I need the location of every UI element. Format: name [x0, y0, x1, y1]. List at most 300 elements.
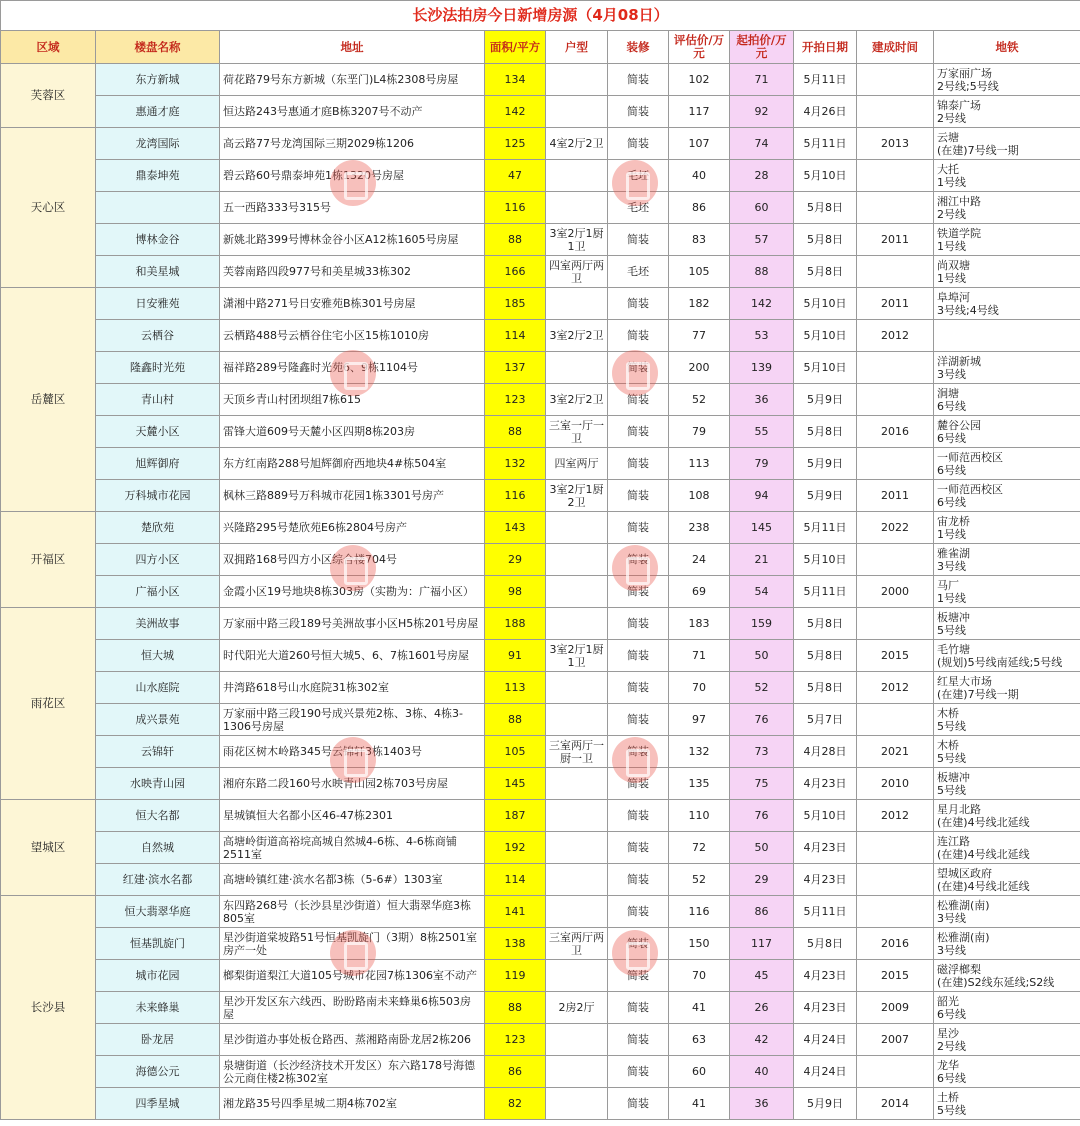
- decoration-cell: 简装: [608, 352, 669, 384]
- start-price-cell: 21: [730, 544, 794, 576]
- build-year-cell: 2015: [857, 960, 934, 992]
- property-name-cell: 美洲故事: [96, 608, 220, 640]
- area-cell: 98: [485, 576, 546, 608]
- layout-cell: [546, 960, 608, 992]
- start-date-cell: 5月10日: [794, 800, 857, 832]
- decoration-cell: 简装: [608, 864, 669, 896]
- header-decoration: 装修: [608, 31, 669, 64]
- address-cell: 星沙开发区东六线西、盼盼路南未来蜂巢6栋503房屋: [220, 992, 485, 1024]
- metro-line: 6号线: [937, 1071, 966, 1085]
- property-name-cell: 旭辉御府: [96, 448, 220, 480]
- metro-cell: [934, 64, 1080, 96]
- property-name-cell: 自然城: [96, 832, 220, 864]
- address-cell: 天顶乡青山村团坝组7栋615: [220, 384, 485, 416]
- metro-line: 6号线: [937, 1007, 966, 1021]
- start-price-cell: 52: [730, 672, 794, 704]
- metro-cell: [934, 640, 1080, 672]
- header-layout: 户型: [546, 31, 608, 64]
- table-row: [1, 672, 1080, 704]
- table-row: [1, 640, 1080, 672]
- eval-price-cell: 72: [669, 832, 730, 864]
- eval-price-cell: 41: [669, 1088, 730, 1120]
- start-price-cell: 94: [730, 480, 794, 512]
- decoration-cell: 简装: [608, 224, 669, 256]
- address-cell: 星沙街道办事处板仓路西、蒸湘路南卧龙居2栋206: [220, 1024, 485, 1056]
- address-cell: 万家丽中路三段189号美洲故事小区H5栋201号房屋: [220, 608, 485, 640]
- area-cell: 123: [485, 1024, 546, 1056]
- area-cell: 114: [485, 320, 546, 352]
- start-price-cell: 29: [730, 864, 794, 896]
- area-cell: 116: [485, 192, 546, 224]
- start-price-cell: 36: [730, 384, 794, 416]
- address-cell: 星城镇恒大名都小区46-47栋2301: [220, 800, 485, 832]
- area-cell: 134: [485, 64, 546, 96]
- property-name-cell: 红建·滨水名都: [96, 864, 220, 896]
- layout-cell: [546, 544, 608, 576]
- area-cell: 125: [485, 128, 546, 160]
- build-year-cell: 2015: [857, 640, 934, 672]
- metro-station: 阜埠河: [937, 290, 970, 304]
- property-name-cell: 东方新城: [96, 64, 220, 96]
- build-year-cell: [857, 192, 934, 224]
- metro-cell: [934, 384, 1080, 416]
- decoration-cell: 简装: [608, 64, 669, 96]
- decoration-cell: 简装: [608, 96, 669, 128]
- eval-price-cell: 71: [669, 640, 730, 672]
- area-cell: 86: [485, 1056, 546, 1088]
- area-cell: 82: [485, 1088, 546, 1120]
- build-year-cell: [857, 544, 934, 576]
- build-year-cell: 2022: [857, 512, 934, 544]
- build-year-cell: 2014: [857, 1088, 934, 1120]
- build-year-cell: [857, 160, 934, 192]
- eval-price-cell: 97: [669, 704, 730, 736]
- sheet-title: 长沙法拍房今日新增房源（4月08日）: [1, 1, 1080, 31]
- start-date-cell: 5月9日: [794, 448, 857, 480]
- metro-line: 6号线: [937, 431, 966, 445]
- region-cell: 长沙县: [1, 896, 96, 1120]
- property-name-cell: 楚欣苑: [96, 512, 220, 544]
- eval-price-cell: 79: [669, 416, 730, 448]
- decoration-cell: 简装: [608, 832, 669, 864]
- metro-line: 6号线: [937, 495, 966, 509]
- area-cell: 88: [485, 416, 546, 448]
- layout-cell: [546, 864, 608, 896]
- eval-price-cell: 77: [669, 320, 730, 352]
- start-date-cell: 5月9日: [794, 384, 857, 416]
- area-cell: 119: [485, 960, 546, 992]
- metro-cell: [934, 736, 1080, 768]
- metro-cell: [934, 480, 1080, 512]
- eval-price-cell: 182: [669, 288, 730, 320]
- start-date-cell: 5月8日: [794, 256, 857, 288]
- property-name-cell: 成兴景苑: [96, 704, 220, 736]
- build-year-cell: 2012: [857, 800, 934, 832]
- metro-cell: [934, 512, 1080, 544]
- layout-cell: 三室两厅一厨一卫: [546, 736, 608, 768]
- start-date-cell: 5月8日: [794, 928, 857, 960]
- layout-cell: 3室2厅1厨1卫: [546, 640, 608, 672]
- table-row: [1, 160, 1080, 192]
- property-name-cell: 恒大城: [96, 640, 220, 672]
- metro-cell: [934, 800, 1080, 832]
- property-name-cell: [96, 192, 220, 224]
- property-name-cell: 卧龙居: [96, 1024, 220, 1056]
- header-start-date: 开拍日期: [794, 31, 857, 64]
- layout-cell: [546, 672, 608, 704]
- metro-cell: [934, 992, 1080, 1024]
- area-cell: 88: [485, 224, 546, 256]
- address-cell: 时代阳光大道260号恒大城5、6、7栋1601号房屋: [220, 640, 485, 672]
- address-cell: 泉塘街道（长沙经济技术开发区）东六路178号海德公元商住楼2栋302室: [220, 1056, 485, 1088]
- metro-station: 湘江中路: [937, 194, 981, 208]
- start-date-cell: 5月10日: [794, 320, 857, 352]
- metro-cell: [934, 416, 1080, 448]
- start-price-cell: 60: [730, 192, 794, 224]
- metro-station: 板塘冲: [937, 610, 970, 624]
- eval-price-cell: 52: [669, 384, 730, 416]
- start-price-cell: 71: [730, 64, 794, 96]
- start-price-cell: 117: [730, 928, 794, 960]
- metro-line: (在建)S2线东延线;S2线: [937, 975, 1055, 989]
- metro-cell: [934, 832, 1080, 864]
- table-body: [1, 64, 1080, 1120]
- eval-price-cell: 41: [669, 992, 730, 1024]
- metro-line: (在建)4号线北延线: [937, 815, 1030, 829]
- layout-cell: 4室2厅2卫: [546, 128, 608, 160]
- address-cell: 双拥路168号四方小区综合楼704号: [220, 544, 485, 576]
- decoration-cell: 简装: [608, 704, 669, 736]
- decoration-cell: 简装: [608, 384, 669, 416]
- decoration-cell: 简装: [608, 672, 669, 704]
- metro-cell: [934, 672, 1080, 704]
- start-price-cell: 36: [730, 1088, 794, 1120]
- area-cell: 47: [485, 160, 546, 192]
- eval-price-cell: 150: [669, 928, 730, 960]
- metro-cell: [934, 928, 1080, 960]
- start-price-cell: 26: [730, 992, 794, 1024]
- decoration-cell: 简装: [608, 544, 669, 576]
- layout-cell: [546, 1088, 608, 1120]
- metro-cell: [934, 320, 1080, 352]
- start-date-cell: 5月9日: [794, 480, 857, 512]
- table-row: [1, 128, 1080, 160]
- layout-cell: 三室两厅两卫: [546, 928, 608, 960]
- metro-station: 麓谷公园: [937, 418, 981, 432]
- metro-line: 6号线: [937, 399, 966, 413]
- start-price-cell: 55: [730, 416, 794, 448]
- table-row: [1, 608, 1080, 640]
- start-date-cell: 4月23日: [794, 768, 857, 800]
- metro-cell: [934, 544, 1080, 576]
- table-row: [1, 480, 1080, 512]
- table-row: [1, 320, 1080, 352]
- build-year-cell: 2021: [857, 736, 934, 768]
- metro-station: 连江路: [937, 834, 970, 848]
- build-year-cell: [857, 384, 934, 416]
- start-date-cell: 5月10日: [794, 544, 857, 576]
- eval-price-cell: 108: [669, 480, 730, 512]
- metro-cell: [934, 864, 1080, 896]
- metro-line: 3号线: [937, 559, 966, 573]
- start-date-cell: 5月8日: [794, 224, 857, 256]
- build-year-cell: [857, 896, 934, 928]
- eval-price-cell: 52: [669, 864, 730, 896]
- address-cell: 新姚北路399号博林金谷小区A12栋1605号房屋: [220, 224, 485, 256]
- metro-station: 雅雀湖: [937, 546, 970, 560]
- property-name-cell: 恒基凯旋门: [96, 928, 220, 960]
- layout-cell: 四室两厅: [546, 448, 608, 480]
- metro-station: 大托: [937, 162, 959, 176]
- decoration-cell: 简装: [608, 512, 669, 544]
- region-cell: 芙蓉区: [1, 64, 96, 128]
- header-eval-price: 评估价/万元: [669, 31, 730, 64]
- start-date-cell: 4月28日: [794, 736, 857, 768]
- property-name-cell: 四方小区: [96, 544, 220, 576]
- decoration-cell: 简装: [608, 992, 669, 1024]
- address-cell: 荷花路79号东方新城（东垩门)L4栋2308号房屋: [220, 64, 485, 96]
- decoration-cell: 简装: [608, 1088, 669, 1120]
- region-cell: 望城区: [1, 800, 96, 896]
- eval-price-cell: 70: [669, 960, 730, 992]
- start-date-cell: 4月24日: [794, 1056, 857, 1088]
- header-start-price: 起拍价/万元: [730, 31, 794, 64]
- table-row: [1, 768, 1080, 800]
- area-cell: 88: [485, 704, 546, 736]
- area-cell: 137: [485, 352, 546, 384]
- build-year-cell: 2011: [857, 224, 934, 256]
- build-year-cell: [857, 864, 934, 896]
- area-cell: 188: [485, 608, 546, 640]
- eval-price-cell: 63: [669, 1024, 730, 1056]
- metro-line: 1号线: [937, 591, 966, 605]
- address-cell: 高塘岭街道高裕垸高城自然城4-6栋、4-6栋商铺2511室: [220, 832, 485, 864]
- eval-price-cell: 60: [669, 1056, 730, 1088]
- property-name-cell: 博林金谷: [96, 224, 220, 256]
- metro-station: 木桥: [937, 738, 959, 752]
- start-date-cell: 5月9日: [794, 1088, 857, 1120]
- table-row: [1, 800, 1080, 832]
- region-cell: 天心区: [1, 128, 96, 288]
- address-cell: 兴隆路295号楚欣苑E6栋2804号房产: [220, 512, 485, 544]
- start-date-cell: 5月11日: [794, 576, 857, 608]
- build-year-cell: [857, 64, 934, 96]
- start-date-cell: 4月24日: [794, 1024, 857, 1056]
- decoration-cell: 简装: [608, 128, 669, 160]
- eval-price-cell: 105: [669, 256, 730, 288]
- table-row: [1, 384, 1080, 416]
- table-row: [1, 224, 1080, 256]
- metro-line: 5号线: [937, 783, 966, 797]
- metro-line: (规划)5号线南延线;5号线: [937, 655, 1063, 669]
- metro-station: 星月北路: [937, 802, 981, 816]
- start-date-cell: 5月8日: [794, 608, 857, 640]
- property-name-cell: 海德公元: [96, 1056, 220, 1088]
- metro-station: 洋湖新城: [937, 354, 981, 368]
- layout-cell: [546, 800, 608, 832]
- start-date-cell: 4月23日: [794, 864, 857, 896]
- start-price-cell: 92: [730, 96, 794, 128]
- metro-station: 红星大市场: [937, 674, 992, 688]
- metro-line: 6号线: [937, 463, 966, 477]
- area-cell: 145: [485, 768, 546, 800]
- address-cell: 湘府东路二段160号水映青山园2栋703号房屋: [220, 768, 485, 800]
- start-date-cell: 4月23日: [794, 832, 857, 864]
- area-cell: 132: [485, 448, 546, 480]
- start-price-cell: 76: [730, 800, 794, 832]
- region-cell: 雨花区: [1, 608, 96, 800]
- metro-cell: [934, 1088, 1080, 1120]
- area-cell: 138: [485, 928, 546, 960]
- property-name-cell: 云锦轩: [96, 736, 220, 768]
- start-price-cell: 142: [730, 288, 794, 320]
- layout-cell: [546, 768, 608, 800]
- start-price-cell: 86: [730, 896, 794, 928]
- metro-line: 1号线: [937, 527, 966, 541]
- eval-price-cell: 40: [669, 160, 730, 192]
- area-cell: 142: [485, 96, 546, 128]
- layout-cell: 四室两厅两卫: [546, 256, 608, 288]
- eval-price-cell: 135: [669, 768, 730, 800]
- metro-station: 松雅湖(南): [937, 898, 990, 912]
- eval-price-cell: 132: [669, 736, 730, 768]
- area-cell: 187: [485, 800, 546, 832]
- layout-cell: 3室2厅1厨1卫: [546, 224, 608, 256]
- layout-cell: [546, 704, 608, 736]
- metro-station: 磁浮榔梨: [937, 962, 981, 976]
- area-cell: 123: [485, 384, 546, 416]
- area-cell: 143: [485, 512, 546, 544]
- start-price-cell: 50: [730, 832, 794, 864]
- property-name-cell: 万科城市花园: [96, 480, 220, 512]
- start-date-cell: 5月8日: [794, 640, 857, 672]
- address-cell: 雷锋大道609号天麓小区四期8栋203房: [220, 416, 485, 448]
- table-row: [1, 704, 1080, 736]
- build-year-cell: [857, 256, 934, 288]
- start-price-cell: 50: [730, 640, 794, 672]
- start-date-cell: 5月7日: [794, 704, 857, 736]
- eval-price-cell: 69: [669, 576, 730, 608]
- start-date-cell: 5月11日: [794, 512, 857, 544]
- address-cell: 井湾路618号山水庭院31栋302室: [220, 672, 485, 704]
- decoration-cell: 简装: [608, 800, 669, 832]
- build-year-cell: 2011: [857, 288, 934, 320]
- decoration-cell: 简装: [608, 928, 669, 960]
- metro-line: 5号线: [937, 623, 966, 637]
- metro-cell: [934, 448, 1080, 480]
- metro-station: 松雅湖(南): [937, 930, 990, 944]
- property-name-cell: 鼎泰坤苑: [96, 160, 220, 192]
- metro-station: 毛竹塘: [937, 642, 970, 656]
- build-year-cell: 2012: [857, 320, 934, 352]
- start-date-cell: 5月10日: [794, 160, 857, 192]
- table-row: [1, 736, 1080, 768]
- table-row: [1, 896, 1080, 928]
- metro-cell: [934, 1056, 1080, 1088]
- eval-price-cell: 24: [669, 544, 730, 576]
- address-cell: 榔梨街道梨江大道105号城市花园7栋1306室不动产: [220, 960, 485, 992]
- address-cell: 云栖路488号云栖谷住宅小区15栋1010房: [220, 320, 485, 352]
- property-name-cell: 山水庭院: [96, 672, 220, 704]
- area-cell: 192: [485, 832, 546, 864]
- area-cell: 116: [485, 480, 546, 512]
- metro-cell: [934, 768, 1080, 800]
- start-price-cell: 159: [730, 608, 794, 640]
- metro-line: (在建)4号线北延线: [937, 847, 1030, 861]
- decoration-cell: 简装: [608, 608, 669, 640]
- address-cell: 东四路268号（长沙县星沙街道）恒大翡翠华庭3栋805室: [220, 896, 485, 928]
- start-date-cell: 5月11日: [794, 64, 857, 96]
- layout-cell: 2房2厅: [546, 992, 608, 1024]
- start-date-cell: 5月8日: [794, 192, 857, 224]
- address-cell: 东方红南路288号旭辉御府西地块4#栋504室: [220, 448, 485, 480]
- table-row: [1, 416, 1080, 448]
- address-cell: 碧云路60号鼎泰坤苑1栋1320号房屋: [220, 160, 485, 192]
- property-name-cell: 惠通才庭: [96, 96, 220, 128]
- build-year-cell: 2013: [857, 128, 934, 160]
- table-row: [1, 64, 1080, 96]
- property-name-cell: 四季星城: [96, 1088, 220, 1120]
- table-row: [1, 448, 1080, 480]
- area-cell: 141: [485, 896, 546, 928]
- start-price-cell: 45: [730, 960, 794, 992]
- eval-price-cell: 102: [669, 64, 730, 96]
- start-date-cell: 4月23日: [794, 992, 857, 1024]
- metro-station: 望城区政府: [937, 866, 992, 880]
- eval-price-cell: 110: [669, 800, 730, 832]
- metro-line: 3号线: [937, 911, 966, 925]
- build-year-cell: [857, 96, 934, 128]
- header-area: 面积/平方: [485, 31, 546, 64]
- eval-price-cell: 117: [669, 96, 730, 128]
- decoration-cell: 简装: [608, 416, 669, 448]
- metro-line: (在建)7号线一期: [937, 143, 1019, 157]
- metro-station: 韶光: [937, 994, 959, 1008]
- decoration-cell: 简装: [608, 768, 669, 800]
- area-cell: 114: [485, 864, 546, 896]
- decoration-cell: 简装: [608, 1024, 669, 1056]
- metro-cell: [934, 96, 1080, 128]
- address-cell: 潇湘中路271号日安雅苑B栋301号房屋: [220, 288, 485, 320]
- table-row: [1, 1024, 1080, 1056]
- start-price-cell: 74: [730, 128, 794, 160]
- decoration-cell: 简装: [608, 576, 669, 608]
- start-price-cell: 79: [730, 448, 794, 480]
- metro-line: 2号线: [937, 207, 966, 221]
- address-cell: 五一西路333号315号: [220, 192, 485, 224]
- metro-cell: [934, 1024, 1080, 1056]
- start-price-cell: 76: [730, 704, 794, 736]
- table-row: [1, 1088, 1080, 1120]
- header-region: 区域: [1, 31, 96, 64]
- build-year-cell: 2016: [857, 416, 934, 448]
- start-price-cell: 145: [730, 512, 794, 544]
- decoration-cell: 简装: [608, 640, 669, 672]
- start-date-cell: 5月10日: [794, 352, 857, 384]
- metro-station: 星沙: [937, 1026, 959, 1040]
- metro-cell: [934, 192, 1080, 224]
- build-year-cell: [857, 608, 934, 640]
- table-row: [1, 576, 1080, 608]
- start-price-cell: 42: [730, 1024, 794, 1056]
- property-name-cell: 恒大名都: [96, 800, 220, 832]
- decoration-cell: 简装: [608, 320, 669, 352]
- metro-station: 铁道学院: [937, 226, 981, 240]
- metro-line: 3号线: [937, 943, 966, 957]
- metro-station: 土桥: [937, 1090, 959, 1104]
- eval-price-cell: 107: [669, 128, 730, 160]
- table-row: [1, 832, 1080, 864]
